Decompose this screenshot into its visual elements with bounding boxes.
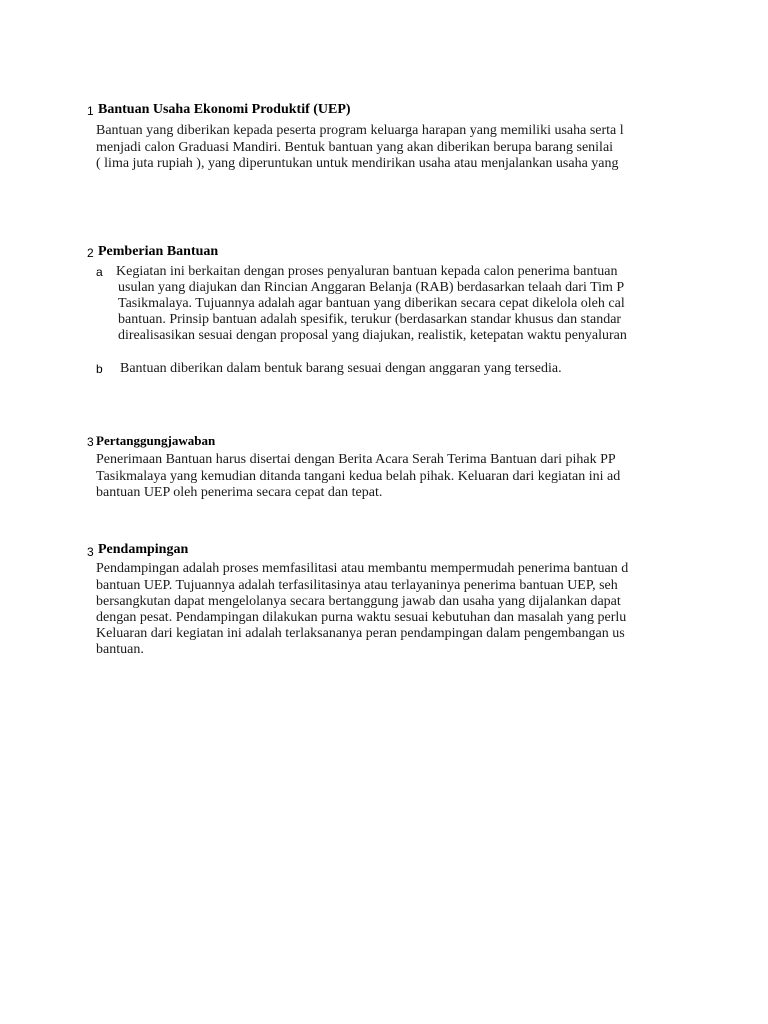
section-2-item-a-letter: a [96, 265, 103, 279]
section-3-text-line: bantuan UEP oleh penerima secara cepat dan tepat. [96, 485, 383, 500]
section-2-item-a-text-line: bantuan. Prinsip bantuan adalah spesifik, terukur (berdasarkan standar khusus dan standar [118, 312, 622, 327]
section-2-item-a-text-line: Tasikmalaya. Tujuannya adalah agar bantuan yang diberikan secara cepat dikelola oleh cal [118, 296, 625, 311]
section-4-text-line: bantuan UEP. Tujuannya adalah terfasilitasinya atau terlayaninya penerima bantuan UEP, seh [96, 578, 618, 593]
section-1-text-line: Bantuan yang diberikan kepada peserta program keluarga harapan yang memiliki usaha serta l [96, 123, 624, 138]
section-2-number: 2 [87, 246, 94, 260]
section-2-heading: Pemberian Bantuan [98, 244, 219, 259]
section-2-item-a-text-line: direalisasikan sesuai dengan proposal yang diajukan, realistik, ketepatan waktu penyaluran [118, 328, 627, 343]
section-4-heading: Pendampingan [98, 542, 189, 557]
section-2-item-b-letter: b [96, 362, 103, 376]
section-3-number: 3 [87, 435, 94, 449]
section-4-text-line: dengan pesat. Pendampingan dilakukan purna waktu sesuai kebutuhan dan masalah yang perlu [96, 610, 627, 625]
section-3-text-line: Penerimaan Bantuan harus disertai dengan Berita Acara Serah Terima Bantuan dari pihak PP [96, 452, 616, 467]
section-4-number: 3 [87, 545, 94, 559]
section-4-text-line: bersangkutan dapat mengelolanya secara bertanggung jawab dan usaha yang dijalankan dapat [96, 594, 621, 609]
section-1-text-line: ( lima juta rupiah ), yang diperuntukan untuk mendirikan usaha atau menjalankan usaha yang [96, 156, 619, 171]
section-3-text-line: Tasikmalaya yang kemudian ditanda tangani kedua belah pihak. Keluaran dari kegiatan ini ad [96, 469, 621, 484]
section-2-item-b-text-line: Bantuan diberikan dalam bentuk barang sesuai dengan anggaran yang tersedia. [120, 361, 562, 376]
section-1-text-line: menjadi calon Graduasi Mandiri. Bentuk bantuan yang akan diberikan berupa barang senilai [96, 140, 614, 155]
section-4-text-line: Keluaran dari kegiatan ini adalah terlaksananya peran pendampingan dalam pengembangan us [96, 626, 625, 641]
section-4-text-line: bantuan. [96, 642, 144, 657]
section-2-item-a-text-line: usulan yang diajukan dan Rincian Anggaran Belanja (RAB) berdasarkan telaah dari Tim P [118, 280, 625, 295]
section-1-number: 1 [87, 104, 94, 118]
section-4-text-line: Pendampingan adalah proses memfasilitasi atau membantu mempermudah penerima bantuan d [96, 561, 629, 576]
section-3-heading: Pertanggungjawaban [96, 433, 216, 448]
section-2-item-a-text-line: Kegiatan ini berkaitan dengan proses penyaluran bantuan kepada calon penerima bantuan [116, 264, 618, 279]
section-1-heading: Bantuan Usaha Ekonomi Produktif (UEP) [98, 102, 351, 117]
